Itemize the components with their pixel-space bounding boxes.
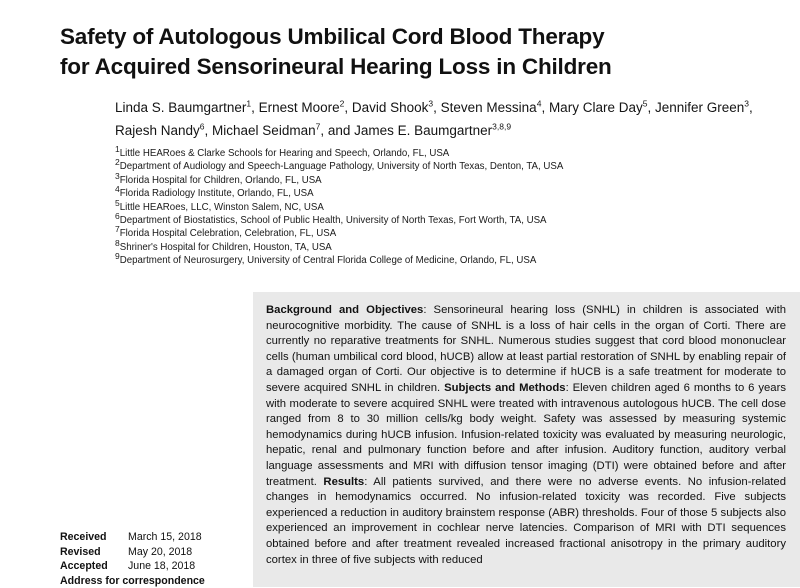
affiliation-item: $^5$Little HEARoes, LLC, Winston Salem, NC, USA bbox=[115, 197, 324, 213]
abstract-text-background: : Sensorineural hearing loss (SNHL) in children is associated with neurocognitive morbidity. The cause of SNHL is a loss of hair cells in the organ of Corti. There are currently no reparative treatments for SNHL. Numerous studies suggest that cord blood mononuclear cells (human umbilical cord blood, hUCB) allow at least partial restoration of SNHL by enabling repair of a damaged organ of Corti. Our objective is to determine if hUCB is a safe treatment for moderate to severe acquired SNHL in children. bbox=[266, 304, 786, 394]
date-row bbox=[60, 530, 202, 545]
affiliation-item: $^4$Florida Radiology Institute, Orlando, FL, USA bbox=[115, 183, 314, 200]
correspondence-label: Address for correspondence bbox=[60, 575, 205, 587]
abstract-block bbox=[253, 292, 800, 587]
abstract-heading-results: Results bbox=[323, 475, 365, 488]
affiliation-item: $^9$Department of Neurosurgery, University of Central Florida College of Medicine, Orlando, FL, USA bbox=[115, 251, 537, 267]
affiliation-item: $^3$Florida Hospital for Children, Orlando, FL, USA bbox=[115, 170, 322, 186]
affiliation-item: $^1$Little HEARoes & Clarke Schools for Hearing and Speech, Orlando, FL, USA bbox=[115, 143, 450, 159]
author-list: Linda S. Baumgartner$^1$, Ernest Moore$^2$, David Shook$^3$, Steven Messina$^4$, Mary Clare Day$^5$, Jennifer Green$^3$, Rajesh Nandy$^6$, Michael Seidman$^7$, and James E. Baumgartner$^{3,8,9}$ bbox=[115, 98, 753, 138]
abstract-text-results: : All patients survived, and there were no adverse events. No infusion-related changes in hemodynamics occurred. No infusion-related toxicity was recorded. Five subjects experienced a reduction in auditory brainstem response (ABR) thresholds. Four of those 5 subjects also experienced an improvement in cochlear nerve latencies. Comparison of MRI with DTI sequences obtained before and after treatment revealed increased fractional anisotropy in the primary auditory cortex in three of five subjects with reduced bbox=[266, 475, 786, 566]
date-value-received: March 15, 2018 bbox=[128, 531, 202, 543]
date-row bbox=[60, 545, 202, 560]
abstract-heading-background: Background and Objectives bbox=[266, 304, 424, 316]
affiliation-item: $^7$Florida Hospital Celebration, Celebration, FL, USA bbox=[115, 224, 337, 240]
affiliation-list bbox=[115, 143, 785, 268]
affiliation-item: $^6$Department of Biostatistics, School of Public Health, University of North Texas, Fort Worth, TA, USA bbox=[115, 210, 547, 227]
date-value-revised: May 20, 2018 bbox=[128, 545, 193, 558]
date-label-accepted: Accepted bbox=[60, 560, 108, 573]
title-line-2: for Acquired Sensorineural Hearing Loss in Children bbox=[60, 54, 612, 79]
date-label-revised: Revised bbox=[60, 545, 101, 558]
abstract-text-methods: : Eleven children aged 6 months to 6 years with moderate to severe acquired SNHL were treated with intravenous autologous hUCB. The cell dose ranged from 8 to 30 million cells/kg body weight. Safety was assessed by measuring systemic hemodynamics during hUCB infusion. Infusion-related toxicity was evaluated by measuring neurologic, hepatic, renal and pulmonary function before and after infusion. Auditory function, auditory verbal language assessments and MRI with diffusion tensor imaging (DTI) were obtained before and after treatment. bbox=[266, 381, 787, 488]
date-label-received: Received bbox=[60, 531, 107, 543]
abstract-heading-methods: Subjects and Methods bbox=[444, 381, 566, 394]
affiliation-item: $^2$Department of Audiology and Speech-Language Pathology, University of North Texas, Denton, TA, USA bbox=[115, 157, 564, 173]
article-dates bbox=[60, 530, 202, 574]
page-title bbox=[60, 22, 760, 82]
date-value-accepted: June 18, 2018 bbox=[128, 560, 196, 573]
date-row bbox=[60, 559, 202, 574]
affiliation-item: $^8$Shriner's Hospital for Children, Houston, TA, USA bbox=[115, 237, 332, 253]
title-line-1: Safety of Autologous Umbilical Cord Blood Therapy bbox=[60, 24, 605, 49]
